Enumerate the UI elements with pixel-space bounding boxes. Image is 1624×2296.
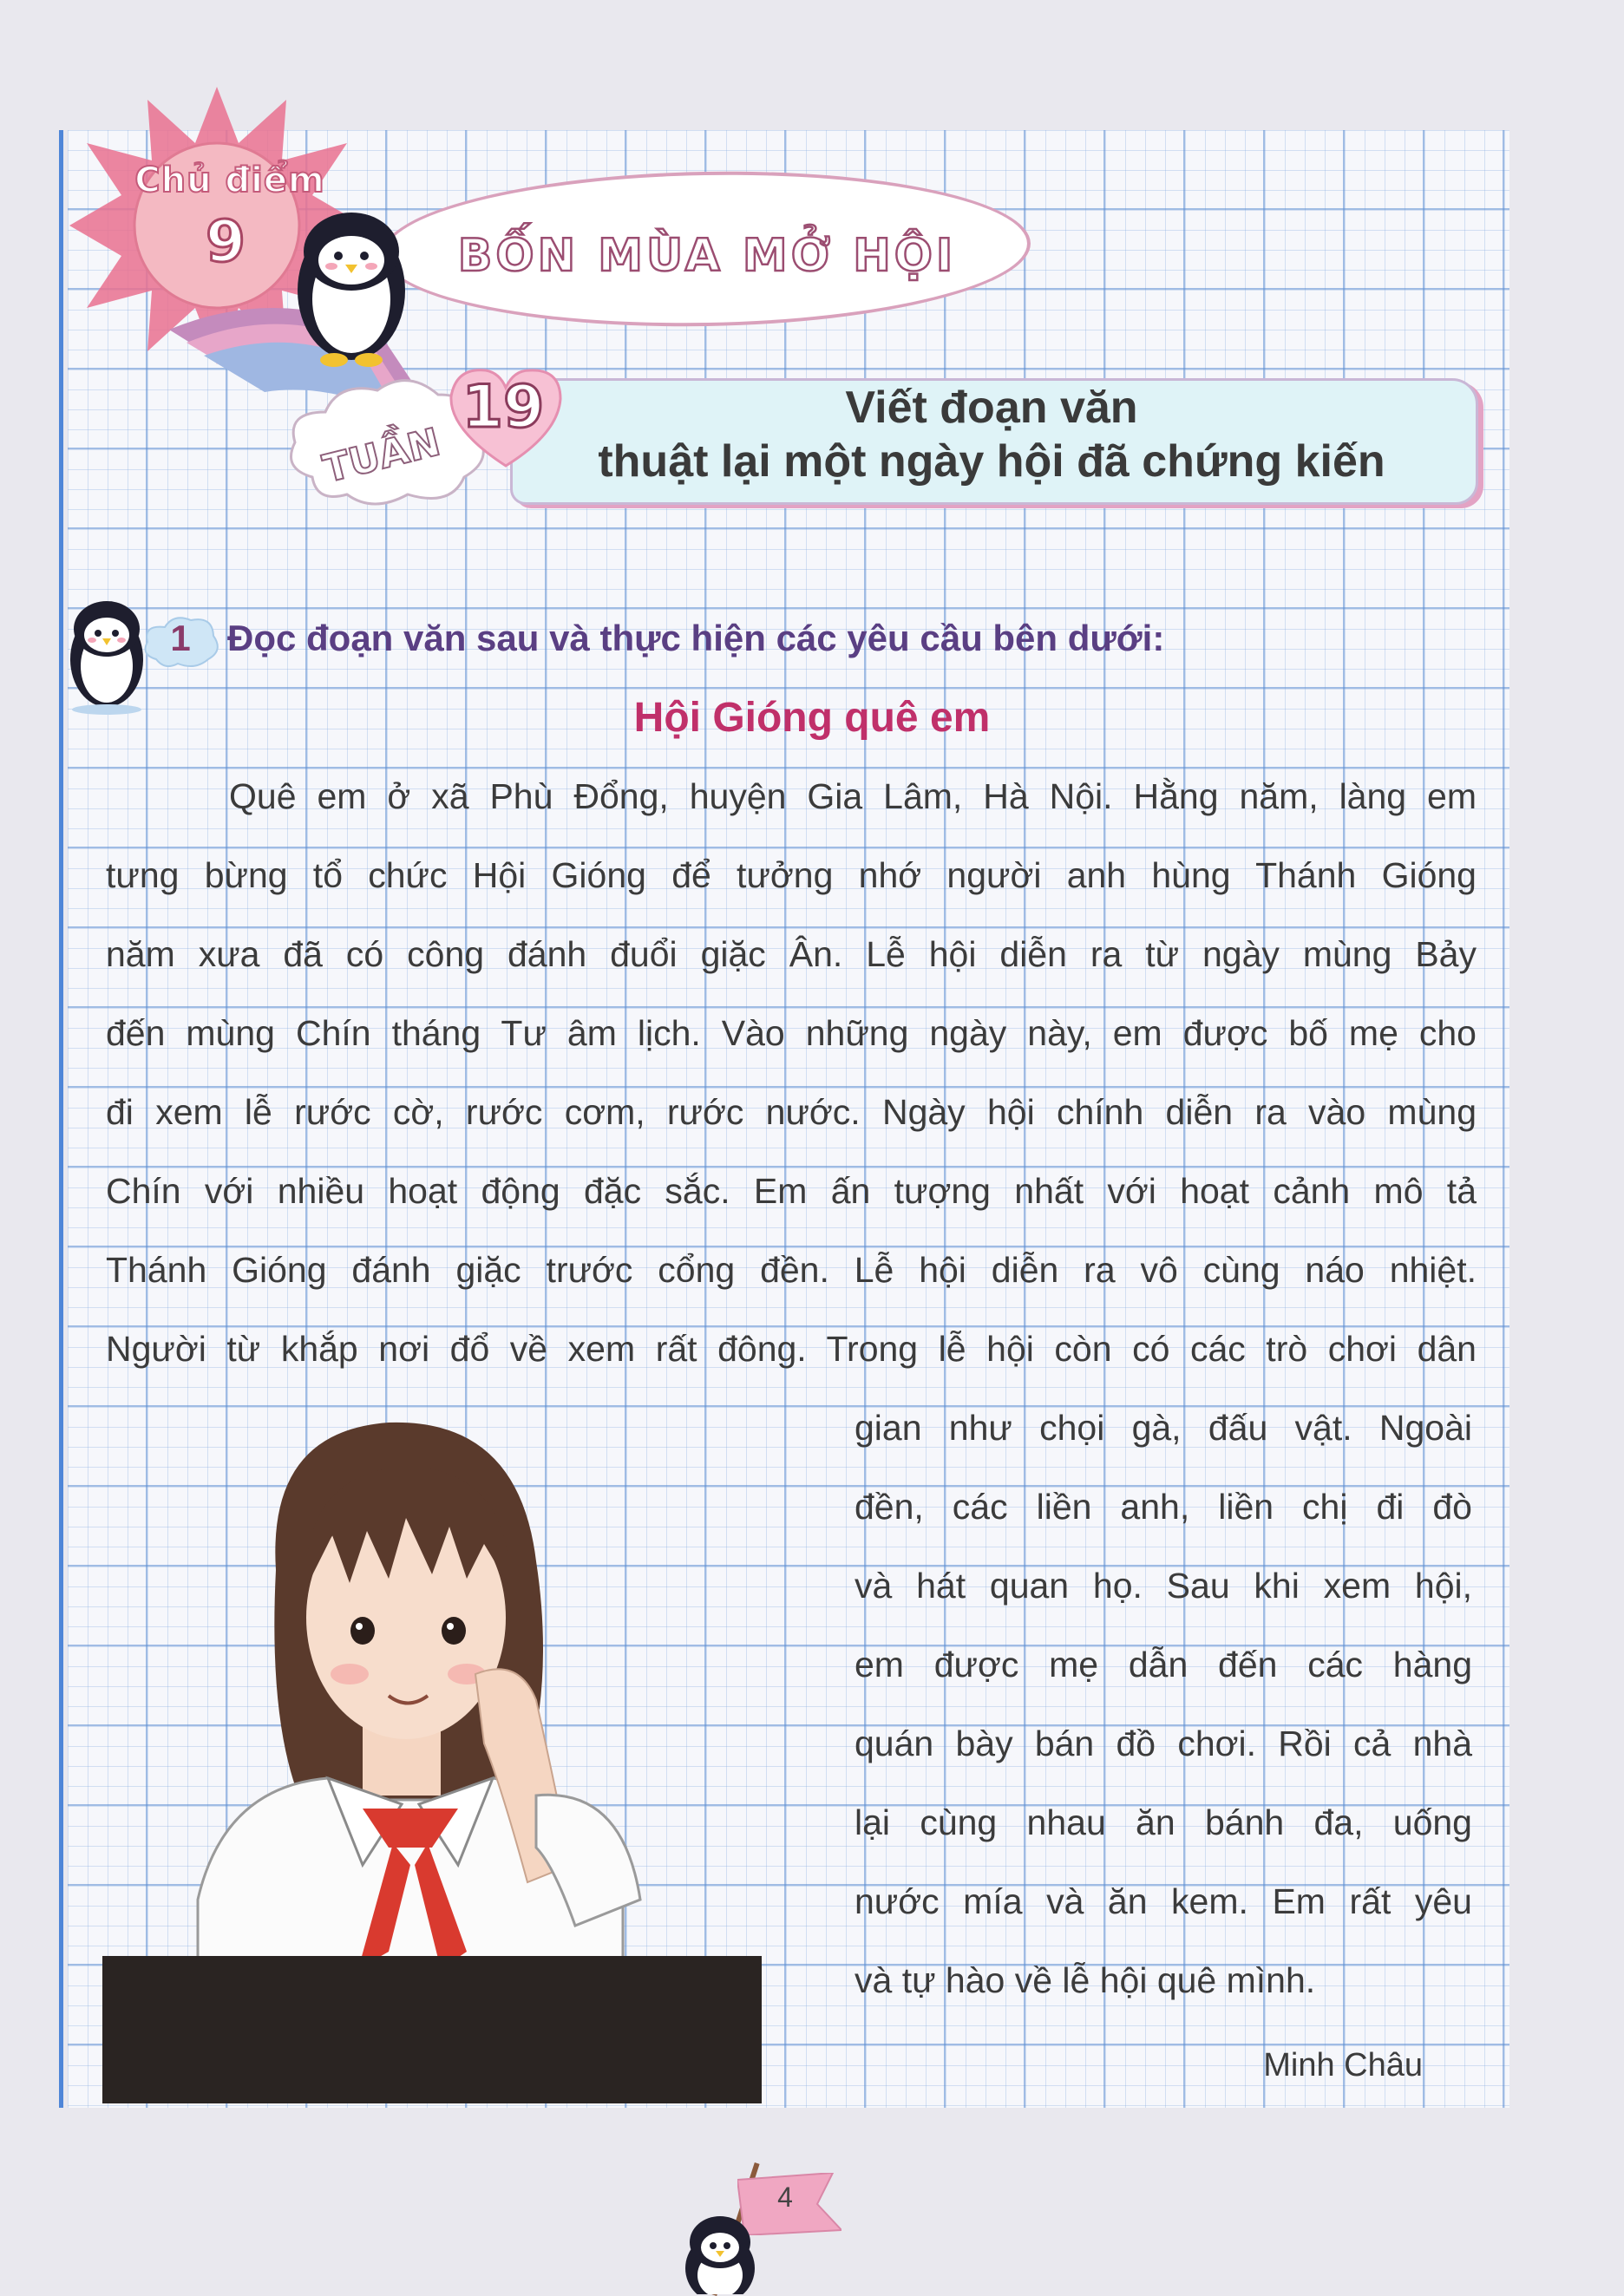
exercise-number: 1 xyxy=(170,618,191,658)
story-line: gian như chọi gà, đấu vật. Ngoài xyxy=(855,1408,1472,1448)
theme-title: BỐN MÙA MỞ HỘI xyxy=(457,230,957,282)
penguin-icon xyxy=(672,2208,768,2294)
story-line: quán bày bán đồ chơi. Rồi cả nhà xyxy=(855,1724,1472,1763)
story-line: Người từ khắp nơi đổ về xem rất đông. Trong lễ hội còn có các trò chơi dân xyxy=(106,1329,1477,1369)
story-paragraph-right xyxy=(855,1389,1472,2020)
story-line: Thánh Gióng đánh giặc trước cổng đền. Lễ hội diễn ra vô cùng náo nhiệt. xyxy=(106,1250,1477,1290)
margin-line xyxy=(59,130,63,2108)
story-line: Chín với nhiều hoạt động đặc sắc. Em ấn tượng nhất với hoạt cảnh mô tả xyxy=(106,1171,1477,1211)
exercise-instruction: Đọc đoạn văn sau và thực hiện các yêu cầu bên dưới: xyxy=(227,618,1165,658)
story-line: lại cùng nhau ăn bánh đa, uống xyxy=(855,1802,1472,1842)
topic-label: Chủ điểm xyxy=(134,160,325,200)
girl-illustration xyxy=(102,1414,762,2103)
story-line: em được mẹ dẫn đến các hàng xyxy=(855,1645,1472,1684)
story-line: nước mía và ăn kem. Em rất yêu xyxy=(855,1881,1472,1921)
story-line: đi xem lễ rước cờ, rước cơm, rước nước. Ngày hội chính diễn ra vào mùng xyxy=(106,1092,1477,1132)
author: Minh Châu xyxy=(1263,2047,1423,2083)
story-title: Hội Gióng quê em xyxy=(633,695,991,741)
week-label: TUẦN xyxy=(318,420,445,492)
story-line: đến mùng Chín tháng Tư âm lịch. Vào những ngày này, em được bố mẹ cho xyxy=(106,1013,1477,1053)
lesson-title-line2: thuật lại một ngày hội đã chứng kiến xyxy=(598,436,1385,487)
story-line: và tự hào về lễ hội quê mình. xyxy=(855,1960,1316,2000)
story-line: Quê em ở xã Phù Đổng, huyện Gia Lâm, Hà Nội. Hằng năm, làng em xyxy=(229,776,1477,816)
story-line: năm xưa đã có công đánh đuổi giặc Ân. Lễ hội diễn ra từ ngày mùng Bảy xyxy=(106,934,1477,974)
penguin-icon xyxy=(286,195,416,369)
story-line: tưng bừng tổ chức Hội Gióng để tưởng nhớ người anh hùng Thánh Gióng xyxy=(106,855,1477,895)
story-paragraph-full xyxy=(106,757,1477,1389)
topic-number: 9 xyxy=(206,208,246,275)
week-number: 19 xyxy=(462,373,545,442)
story-line: và hát quan họ. Sau khi xem hội, xyxy=(855,1566,1472,1606)
lesson-title-line1: Viết đoạn văn xyxy=(845,383,1138,433)
page-number: 4 xyxy=(777,2182,793,2213)
story-line: đền, các liền anh, liền chị đi đò xyxy=(855,1487,1472,1527)
